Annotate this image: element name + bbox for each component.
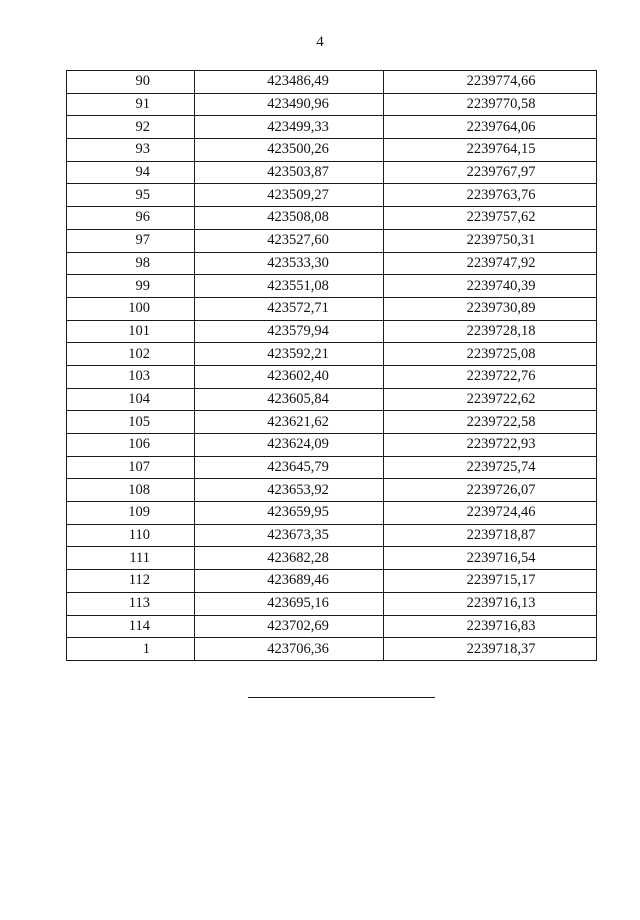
table-row (67, 184, 597, 207)
y-coordinate-cell: 2239716,83 (384, 615, 597, 638)
x-coordinate-cell: 423645,79 (195, 456, 384, 479)
y-coordinate-cell: 2239716,13 (384, 592, 597, 615)
x-coordinate-cell: 423682,28 (195, 547, 384, 570)
y-coordinate-cell: 2239770,58 (384, 93, 597, 116)
y-coordinate-cell: 2239763,76 (384, 184, 597, 207)
end-of-table-rule (248, 697, 435, 698)
point-number-cell: 105 (67, 411, 195, 434)
x-coordinate-cell: 423673,35 (195, 524, 384, 547)
table-row (67, 638, 597, 661)
table-row (67, 479, 597, 502)
x-coordinate-cell: 423490,96 (195, 93, 384, 116)
y-coordinate-cell: 2239718,87 (384, 524, 597, 547)
table-row (67, 320, 597, 343)
x-coordinate-cell: 423572,71 (195, 297, 384, 320)
y-coordinate-cell: 2239725,74 (384, 456, 597, 479)
y-coordinate-cell: 2239747,92 (384, 252, 597, 275)
point-number-cell: 91 (67, 93, 195, 116)
table-row (67, 275, 597, 298)
x-coordinate-cell: 423503,87 (195, 161, 384, 184)
point-number-cell: 107 (67, 456, 195, 479)
table-row (67, 229, 597, 252)
point-number-cell: 109 (67, 502, 195, 525)
y-coordinate-cell: 2239740,39 (384, 275, 597, 298)
x-coordinate-cell: 423602,40 (195, 365, 384, 388)
point-number-cell: 99 (67, 275, 195, 298)
y-coordinate-cell: 2239764,06 (384, 116, 597, 139)
point-number-cell: 114 (67, 615, 195, 638)
table-row (67, 297, 597, 320)
table-row (67, 547, 597, 570)
x-coordinate-cell: 423500,26 (195, 139, 384, 162)
table-row (67, 139, 597, 162)
y-coordinate-cell: 2239725,08 (384, 343, 597, 366)
y-coordinate-cell: 2239715,17 (384, 570, 597, 593)
point-number-cell: 90 (67, 71, 195, 94)
point-number-cell: 98 (67, 252, 195, 275)
x-coordinate-cell: 423579,94 (195, 320, 384, 343)
table-row (67, 524, 597, 547)
table-row (67, 456, 597, 479)
point-number-cell: 92 (67, 116, 195, 139)
x-coordinate-cell: 423659,95 (195, 502, 384, 525)
y-coordinate-cell: 2239767,97 (384, 161, 597, 184)
point-number-cell: 104 (67, 388, 195, 411)
point-number-cell: 113 (67, 592, 195, 615)
y-coordinate-cell: 2239774,66 (384, 71, 597, 94)
x-coordinate-cell: 423508,08 (195, 207, 384, 230)
x-coordinate-cell: 423527,60 (195, 229, 384, 252)
table-row (67, 71, 597, 94)
point-number-cell: 106 (67, 434, 195, 457)
y-coordinate-cell: 2239757,62 (384, 207, 597, 230)
page-number: 4 (316, 34, 324, 50)
x-coordinate-cell: 423695,16 (195, 592, 384, 615)
table-row (67, 502, 597, 525)
x-coordinate-cell: 423499,33 (195, 116, 384, 139)
table-row (67, 93, 597, 116)
x-coordinate-cell: 423621,62 (195, 411, 384, 434)
table-row (67, 207, 597, 230)
point-number-cell: 110 (67, 524, 195, 547)
point-number-cell: 97 (67, 229, 195, 252)
y-coordinate-cell: 2239750,31 (384, 229, 597, 252)
point-number-cell: 94 (67, 161, 195, 184)
y-coordinate-cell: 2239716,54 (384, 547, 597, 570)
table-row (67, 116, 597, 139)
x-coordinate-cell: 423551,08 (195, 275, 384, 298)
point-number-cell: 102 (67, 343, 195, 366)
x-coordinate-cell: 423605,84 (195, 388, 384, 411)
x-coordinate-cell: 423706,36 (195, 638, 384, 661)
table-row (67, 388, 597, 411)
coordinates-table-body (67, 71, 597, 661)
coordinates-table (66, 70, 597, 661)
x-coordinate-cell: 423509,27 (195, 184, 384, 207)
point-number-cell: 96 (67, 207, 195, 230)
y-coordinate-cell: 2239730,89 (384, 297, 597, 320)
y-coordinate-cell: 2239722,62 (384, 388, 597, 411)
point-number-cell: 101 (67, 320, 195, 343)
y-coordinate-cell: 2239728,18 (384, 320, 597, 343)
table-row (67, 365, 597, 388)
x-coordinate-cell: 423702,69 (195, 615, 384, 638)
point-number-cell: 108 (67, 479, 195, 502)
table-row (67, 411, 597, 434)
x-coordinate-cell: 423689,46 (195, 570, 384, 593)
y-coordinate-cell: 2239726,07 (384, 479, 597, 502)
point-number-cell: 93 (67, 139, 195, 162)
table-row (67, 615, 597, 638)
x-coordinate-cell: 423653,92 (195, 479, 384, 502)
x-coordinate-cell: 423533,30 (195, 252, 384, 275)
point-number-cell: 103 (67, 365, 195, 388)
point-number-cell: 95 (67, 184, 195, 207)
point-number-cell: 1 (67, 638, 195, 661)
y-coordinate-cell: 2239764,15 (384, 139, 597, 162)
table-row (67, 252, 597, 275)
point-number-cell: 111 (67, 547, 195, 570)
x-coordinate-cell: 423592,21 (195, 343, 384, 366)
table-row (67, 592, 597, 615)
table-row (67, 570, 597, 593)
point-number-cell: 112 (67, 570, 195, 593)
y-coordinate-cell: 2239722,93 (384, 434, 597, 457)
x-coordinate-cell: 423624,09 (195, 434, 384, 457)
y-coordinate-cell: 2239722,76 (384, 365, 597, 388)
x-coordinate-cell: 423486,49 (195, 71, 384, 94)
point-number-cell: 100 (67, 297, 195, 320)
table-row (67, 434, 597, 457)
table-row (67, 161, 597, 184)
y-coordinate-cell: 2239718,37 (384, 638, 597, 661)
y-coordinate-cell: 2239722,58 (384, 411, 597, 434)
y-coordinate-cell: 2239724,46 (384, 502, 597, 525)
table-row (67, 343, 597, 366)
